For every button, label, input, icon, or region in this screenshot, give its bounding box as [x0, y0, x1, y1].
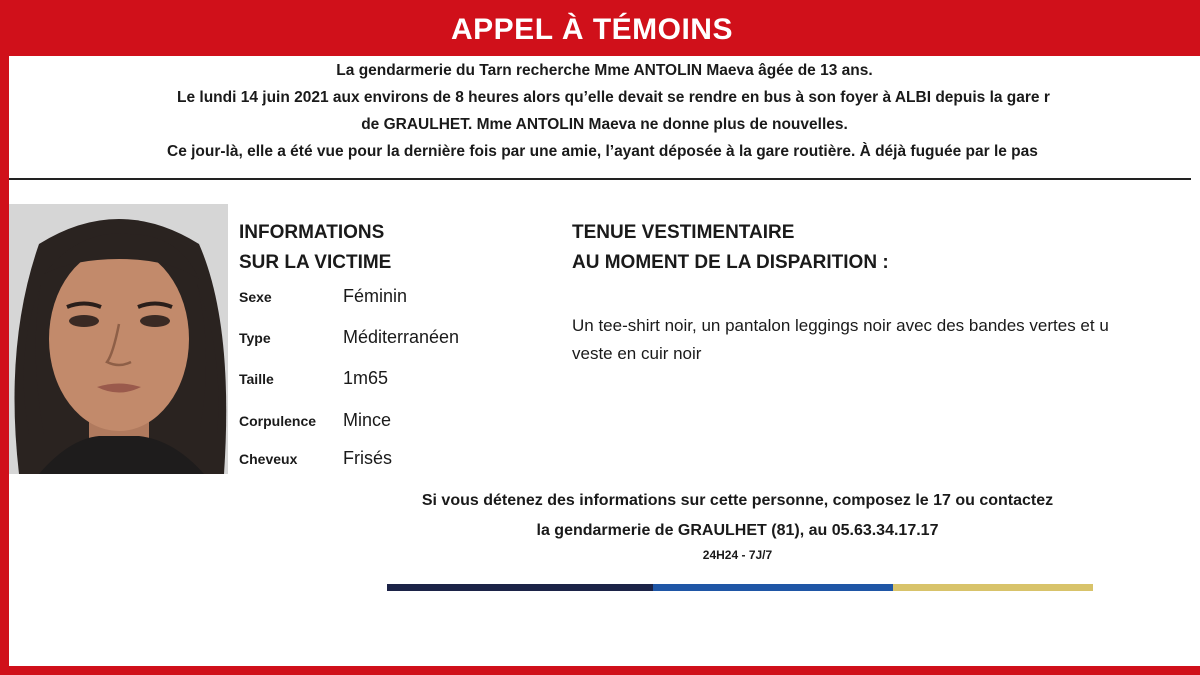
section-divider	[9, 178, 1200, 180]
tricolor-navy	[387, 584, 653, 591]
clothing-title	[572, 218, 889, 278]
clothing-text-line2: veste en cuir noir	[572, 344, 702, 363]
banner-title: APPEL À TÉMOINS	[451, 13, 733, 46]
contact-hours: 24H24 - 7J/7	[702, 548, 773, 562]
clothing-title-line2: AU MOMENT DE LA DISPARITION :	[572, 252, 889, 273]
victim-info-title	[239, 218, 391, 278]
value-cheveux: Frisés	[343, 448, 392, 468]
victim-info-title-line1: INFORMATIONS	[239, 222, 385, 243]
value-type: Méditerranéen	[343, 327, 460, 347]
tricolor-gold	[893, 584, 1093, 591]
label-sexe: Sexe	[239, 289, 272, 305]
clothing-title-line1: TENUE VESTIMENTAIRE	[572, 222, 795, 243]
header-banner	[0, 0, 1200, 56]
label-cheveux: Cheveux	[239, 451, 298, 467]
contact-section	[300, 486, 1175, 564]
value-corpulence: Mince	[343, 410, 392, 430]
label-taille: Taille	[239, 371, 274, 387]
tricolor-bar	[387, 584, 1093, 591]
contact-line-1: Si vous détenez des informations sur cette personne, composez le 17 ou contactez	[421, 492, 1054, 509]
victim-photo	[9, 204, 228, 474]
intro-section	[9, 56, 1200, 172]
clothing-text-line1: Un tee-shirt noir, un pantalon leggings noir avec des bandes vertes et u	[572, 316, 1109, 335]
contact-line-2: la gendarmerie de GRAULHET (81), au 05.63.34.17.17	[536, 522, 939, 539]
bottom-border	[0, 666, 1200, 675]
label-type: Type	[239, 330, 271, 346]
label-corpulence: Corpulence	[239, 413, 317, 429]
right-mask	[1191, 56, 1200, 666]
tricolor-blue	[653, 584, 893, 591]
value-taille: 1m65	[343, 368, 389, 388]
intro-line-2: Le lundi 14 juin 2021 aux environs de 8 heures alors qu’elle devait se rendre en bus à son foyer à ALBI depuis la gare r	[177, 89, 1050, 106]
value-sexe: Féminin	[343, 286, 408, 306]
intro-line-4: Ce jour-là, elle a été vue pour la dernière fois par une amie, l’ayant déposée à la gare routière. À déjà fuguée par le pas	[167, 143, 1038, 160]
intro-line-3: de GRAULHET. Mme ANTOLIN Maeva ne donne plus de nouvelles.	[361, 116, 848, 133]
intro-line-1: La gendarmerie du Tarn recherche Mme ANTOLIN Maeva âgée de 13 ans.	[336, 62, 873, 79]
portrait-image	[9, 204, 228, 474]
victim-info-title-line2: SUR LA VICTIME	[239, 252, 392, 273]
clothing-description	[572, 312, 1200, 368]
